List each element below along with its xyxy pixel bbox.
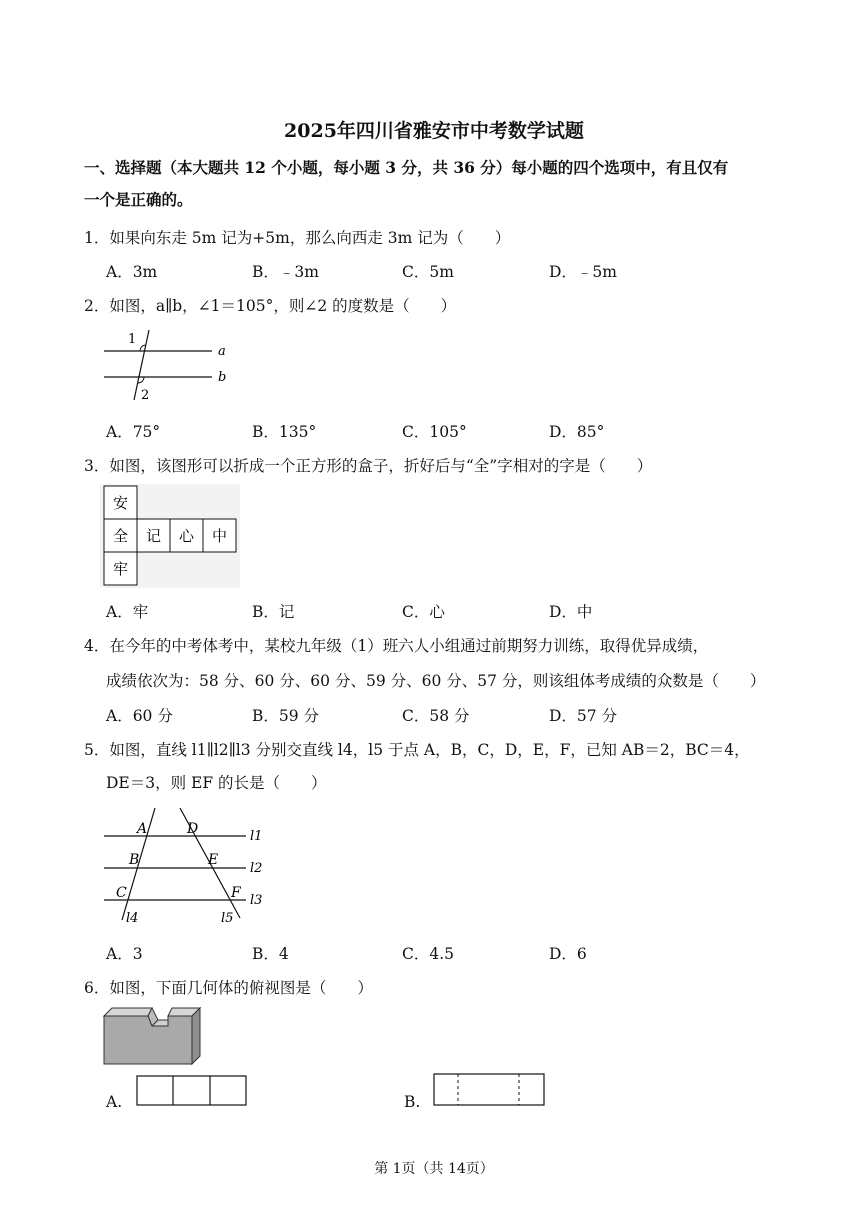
net-cell-5-text: 中 bbox=[211, 527, 228, 545]
question-6-text: 6．如图，下面几何体的俯视图是（ ） bbox=[84, 979, 373, 997]
q1-option-c: C．5m bbox=[402, 263, 454, 281]
line-l3-label: l3 bbox=[250, 893, 263, 908]
q4-option-d: D．57 分 bbox=[549, 707, 618, 725]
q3-option-b: B．记 bbox=[252, 603, 295, 621]
line-l4-label: l4 bbox=[126, 911, 139, 926]
angle-1-label: 1 bbox=[128, 332, 137, 347]
page-footer: 第 1页（共 14页） bbox=[374, 1161, 494, 1177]
q6-b-outline bbox=[434, 1074, 544, 1105]
line-l1-label: l1 bbox=[250, 829, 263, 844]
q4-option-b: B．59 分 bbox=[252, 707, 320, 725]
question-2-text: 2．如图，a∥b，∠1＝105°，则∠2 的度数是（ ） bbox=[84, 297, 457, 315]
q1-option-b: B．﹣3m bbox=[252, 263, 319, 281]
solid-front-face bbox=[104, 1016, 192, 1064]
line-b-label: b bbox=[218, 370, 227, 385]
q3-option-d: D．中 bbox=[549, 603, 593, 621]
net-cell-2-text: 全 bbox=[112, 527, 129, 545]
angle-2-label: 2 bbox=[141, 388, 150, 403]
point-b-label: B bbox=[129, 852, 140, 868]
q4-option-a: A．60 分 bbox=[106, 707, 173, 725]
q1-option-d: D．﹣5m bbox=[549, 263, 617, 281]
q6-a-outline bbox=[137, 1076, 246, 1105]
q5-option-a: A．3 bbox=[106, 945, 143, 963]
question-4-text-line1: 4．在今年的中考体考中，某校九年级（1）班六人小组通过前期努力训练，取得优异成绩， bbox=[84, 637, 709, 655]
question-5-text-line2: DE＝3，则 EF 的长是（ ） bbox=[106, 774, 327, 792]
q6-option-a-figure bbox=[136, 1075, 248, 1107]
q5-option-b: B．4 bbox=[252, 945, 289, 963]
question-4-text-line2: 成绩依次为：58 分、60 分、60 分、59 分、60 分、57 分，则该组体考成绩的众数是（ ） bbox=[106, 672, 766, 690]
line-l5-label: l5 bbox=[221, 911, 234, 926]
q5-option-d: D．6 bbox=[549, 945, 587, 963]
transversal-lines-figure bbox=[100, 806, 270, 928]
q5-option-c: C．4.5 bbox=[402, 945, 455, 963]
q2-option-d: D．85° bbox=[549, 423, 605, 441]
question-1-text: 1．如果向东走 5m 记为+5m，那么向西走 3m 记为（ ） bbox=[84, 229, 511, 247]
section-header-line2: 一个是正确的。 bbox=[84, 190, 193, 209]
solid-top-left bbox=[104, 1008, 152, 1016]
q2-option-a: A．75° bbox=[106, 423, 161, 441]
solid-figure bbox=[100, 1002, 206, 1068]
q6-option-a-label: A. bbox=[106, 1093, 123, 1111]
q4-option-c: C．58 分 bbox=[402, 707, 470, 725]
parallel-lines-figure bbox=[100, 328, 240, 404]
q3-option-c: C．心 bbox=[402, 603, 445, 621]
point-a-label: A bbox=[137, 821, 148, 837]
point-c-label: C bbox=[116, 885, 127, 901]
point-f-label: F bbox=[231, 885, 241, 901]
point-d-label: D bbox=[187, 821, 199, 837]
net-cell-4-text: 心 bbox=[178, 527, 195, 545]
q2-option-c: C．105° bbox=[402, 423, 467, 441]
point-e-label: E bbox=[208, 852, 219, 868]
page-title: 2025年四川省雅安市中考数学试题 bbox=[284, 120, 584, 142]
net-cell-3-text: 记 bbox=[145, 527, 162, 545]
q2-option-b: B．135° bbox=[252, 423, 317, 441]
q6-option-b-figure bbox=[433, 1073, 546, 1107]
q1-option-a: A．3m bbox=[106, 263, 158, 281]
line-l2-label: l2 bbox=[250, 861, 263, 876]
question-5-text-line1: 5．如图，直线 l1∥l2∥l3 分别交直线 l4，l5 于点 A，B，C，D，E，F，已知 AB＝2，BC＝4， bbox=[84, 741, 750, 759]
solid-side-face bbox=[192, 1008, 200, 1064]
line-a-label: a bbox=[218, 344, 226, 359]
q6-option-b-label: B. bbox=[404, 1093, 421, 1111]
section-header-line1: 一、选择题（本大题共 12 个小题，每小题 3 分，共 36 分）每小题的四个选项中，有且仅有 bbox=[84, 158, 729, 177]
net-cell-6-text: 牢 bbox=[112, 560, 129, 578]
cube-net-figure bbox=[100, 484, 240, 588]
net-cell-1-text: 安 bbox=[112, 494, 129, 512]
question-3-text: 3．如图，该图形可以折成一个正方形的盒子，折好后与“全”字相对的字是（ ） bbox=[84, 457, 653, 475]
q3-option-a: A．牢 bbox=[106, 603, 149, 621]
